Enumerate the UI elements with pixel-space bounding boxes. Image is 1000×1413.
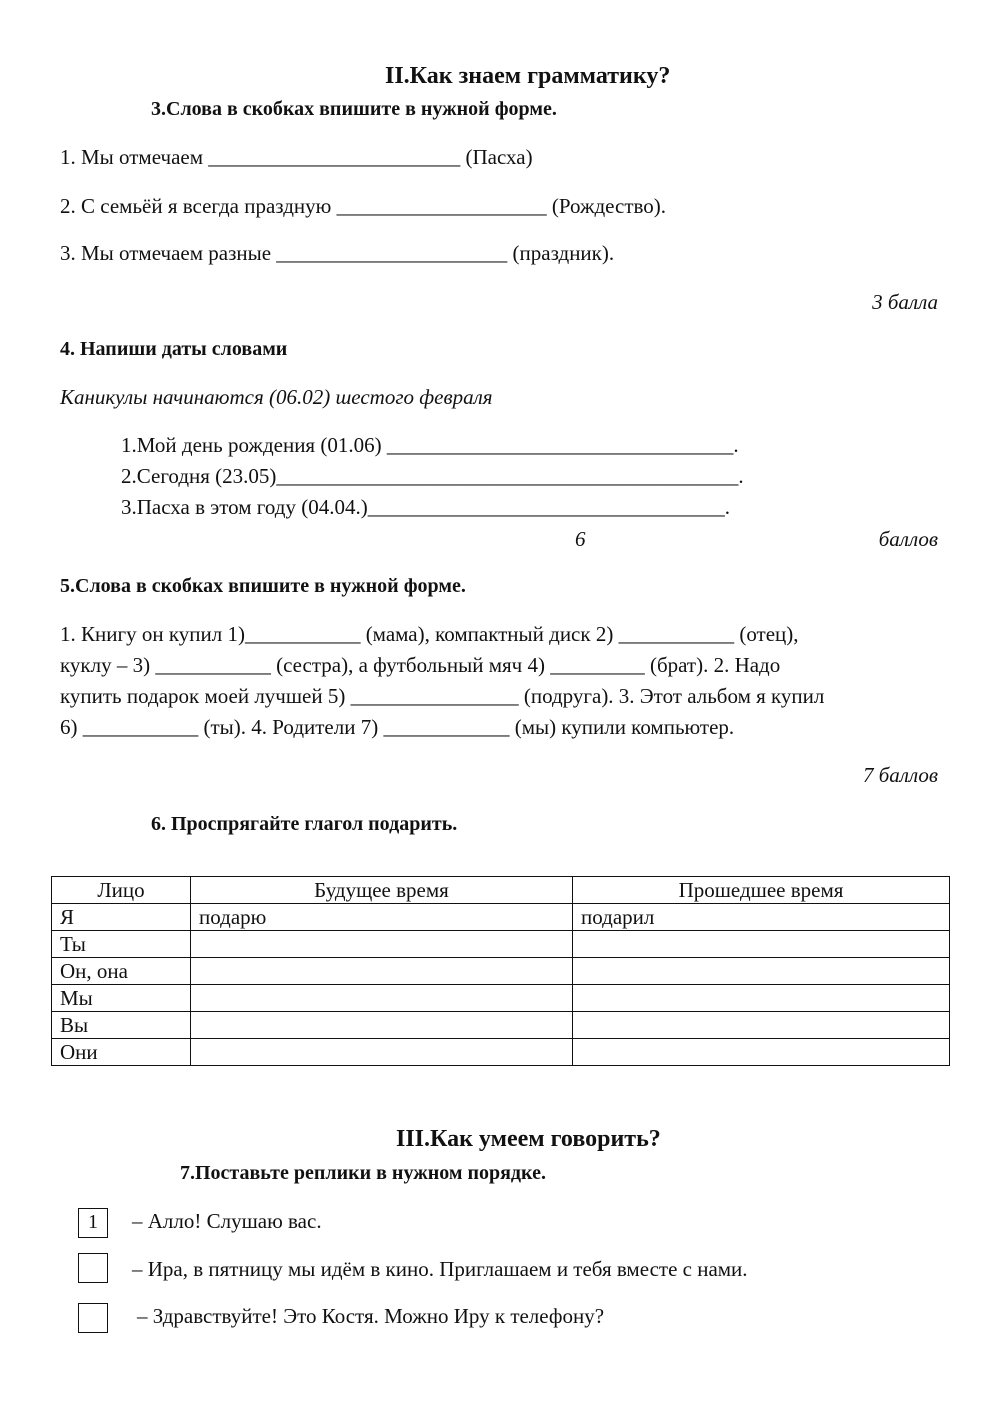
task-5-score: 7 баллов [863,763,938,787]
header-person: Лицо [52,877,191,904]
cell-past[interactable] [573,1012,950,1039]
dialogue-line-1: – Алло! Слушаю вас. [132,1209,322,1233]
task-4-example: Каникулы начинаются (06.02) шестого февраля [60,385,493,409]
task-4-line-3: 3.Пасха в этом году (04.04.)__________________________________. [121,495,730,519]
task-3-line-3: 3. Мы отмечаем разные ______________________ (праздник). [60,241,615,265]
section-3-title: III.Как умеем говорить? [396,1126,661,1152]
task-3-line-1: 1. Мы отмечаем ________________________ (Пасха) [60,145,533,169]
section-2-title: II.Как знаем грамматику? [385,63,671,89]
cell-past[interactable]: подарил [573,904,950,931]
table-row [52,931,950,958]
dialogue-line-3: – Здравствуйте! Это Костя. Можно Иру к телефону? [137,1304,605,1328]
task-5-title: 5.Слова в скобках впишите в нужной форме. [60,575,466,597]
cell-past[interactable] [573,931,950,958]
task-5-line-3: купить подарок моей лучшей 5) ________________ (подруга). 3. Этот альбом я купил [60,684,825,708]
header-future: Будущее время [191,877,573,904]
task-4-score-number: 6 [575,527,586,551]
task-5-line-1: 1. Книгу он купил 1)___________ (мама), компактный диск 2) ___________ (отец), [60,622,799,646]
task-7-title: 7.Поставьте реплики в нужном порядке. [180,1162,546,1184]
task-5-line-2: куклу – 3) ___________ (сестра), а футбольный мяч 4) _________ (брат). 2. Надо [60,653,781,677]
order-box[interactable] [78,1253,108,1283]
order-box[interactable] [78,1303,108,1333]
cell-person: Он, она [52,958,191,985]
cell-future[interactable] [191,1012,573,1039]
table-row [52,904,950,931]
task-3-score: 3 балла [872,290,938,314]
cell-past[interactable] [573,958,950,985]
task-4-title: 4. Напиши даты словами [60,338,288,360]
task-4-line-1: 1.Мой день рождения (01.06) _________________________________. [121,433,739,457]
cell-future[interactable] [191,985,573,1012]
table-row [52,1012,950,1039]
table-header-row [52,877,950,904]
cell-person: Они [52,1039,191,1066]
cell-person: Я [52,904,191,931]
cell-person: Мы [52,985,191,1012]
cell-future[interactable] [191,1039,573,1066]
task-3-title: 3.Слова в скобках впишите в нужной форме. [151,98,557,120]
cell-future[interactable] [191,931,573,958]
header-past: Прошедшее время [573,877,950,904]
cell-past[interactable] [573,1039,950,1066]
cell-future[interactable]: подарю [191,904,573,931]
cell-future[interactable] [191,958,573,985]
cell-past[interactable] [573,985,950,1012]
task-4-line-2: 2.Сегодня (23.05)____________________________________________. [121,464,744,488]
cell-person: Вы [52,1012,191,1039]
table-row [52,958,950,985]
dialogue-line-2: – Ира, в пятницу мы идём в кино. Приглашаем и тебя вместе с нами. [132,1257,748,1281]
task-3-line-2: 2. С семьёй я всегда праздную ____________________ (Рождество). [60,194,667,218]
cell-person: Ты [52,931,191,958]
table-row [52,985,950,1012]
task-5-line-4: 6) ___________ (ты). 4. Родители 7) ____________ (мы) купили компьютер. [60,715,735,739]
task-4-score-word: баллов [878,527,938,551]
conjugation-table [51,876,950,1066]
table-row [52,1039,950,1066]
order-box[interactable]: 1 [78,1208,108,1238]
task-6-title: 6. Проспрягайте глагол подарить. [151,813,458,835]
